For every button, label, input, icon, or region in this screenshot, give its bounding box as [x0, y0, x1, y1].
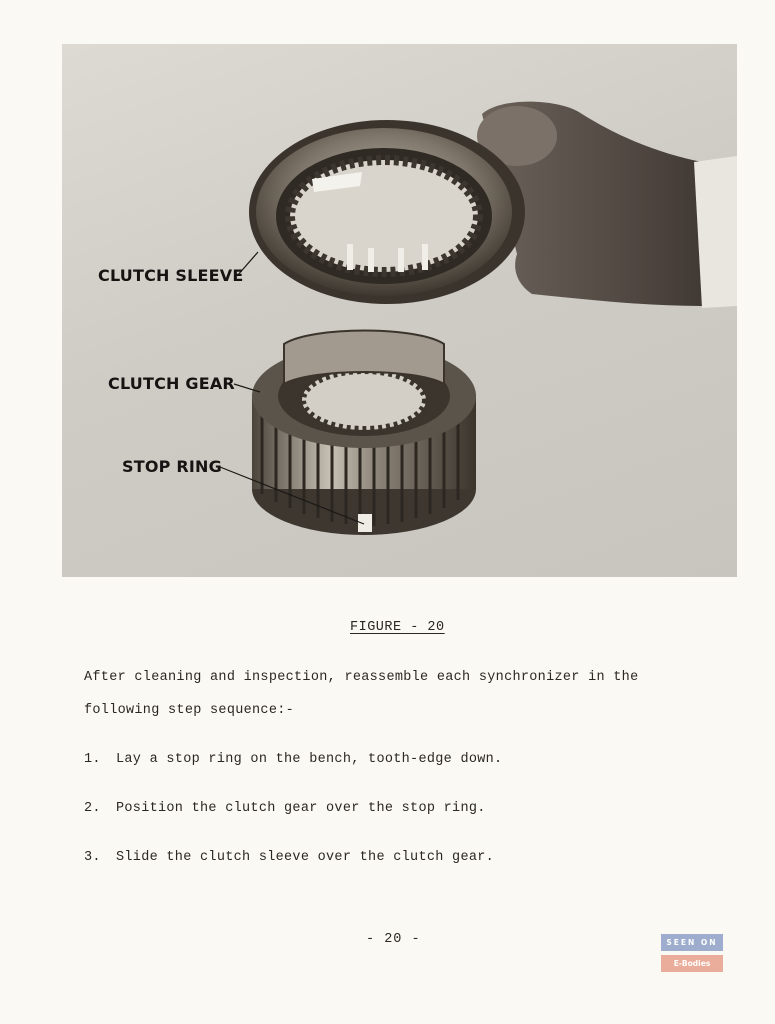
- step-number: 1.: [84, 752, 101, 767]
- page-number: - 20 -: [366, 932, 421, 947]
- step-number: 3.: [84, 850, 101, 865]
- step-text: Slide the clutch sleeve over the clutch gear.: [116, 850, 495, 865]
- step-item: [84, 752, 502, 767]
- watermark-bottom: E-Bodies: [661, 955, 723, 972]
- intro-line-2: following step sequence:-: [84, 703, 295, 718]
- callout-stop-ring: STOP RING: [122, 457, 222, 476]
- watermark-top: SEEN ON: [661, 934, 723, 951]
- watermark-logo: [661, 934, 723, 972]
- synchronizer-parts-illustration: [62, 44, 737, 577]
- step-number: 2.: [84, 801, 101, 816]
- clutch-gear-shape: [252, 331, 476, 536]
- intro-line-1: After cleaning and inspection, reassemble each synchronizer in the: [84, 670, 639, 685]
- figure-photo: [62, 44, 737, 577]
- callout-clutch-sleeve: CLUTCH SLEEVE: [98, 266, 244, 285]
- step-text: Lay a stop ring on the bench, tooth-edge down.: [116, 752, 503, 767]
- clutch-sleeve-shape: [249, 120, 525, 304]
- step-item: [84, 801, 486, 816]
- callout-clutch-gear: CLUTCH GEAR: [108, 374, 235, 393]
- step-item: [84, 850, 494, 865]
- step-text: Position the clutch gear over the stop ring.: [116, 801, 486, 816]
- figure-caption: FIGURE - 20: [350, 620, 445, 635]
